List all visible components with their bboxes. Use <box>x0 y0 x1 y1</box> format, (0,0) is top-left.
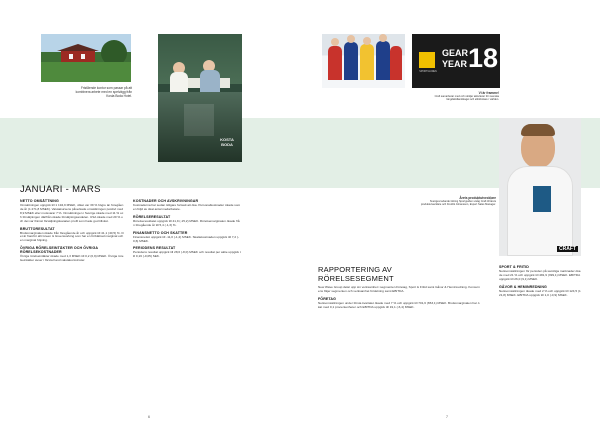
logo-text-gear: GEAR <box>442 48 469 58</box>
skiers-caption <box>415 91 499 102</box>
cottage-photo-caption: Fristående kontor som passar på att kombinera arbete med en spelvägg från Kosta Boda Hotel. <box>75 86 132 98</box>
section-text: Finansnettot uppgick till -11,0 (-1,2) MSEK. Skattekostnaden uppgick till 7,2 (-0,6) MSEK. <box>133 234 240 243</box>
skiers-caption-text: Craft samarbetar med och stödjer aktiviteter för svenska längdskidlandslaget och elitidrottare i världen. <box>434 95 499 102</box>
left-column-2 <box>133 196 241 259</box>
left-column-1 <box>20 196 124 263</box>
left-green-band <box>0 118 300 188</box>
skiers-photo <box>322 34 405 88</box>
page-number: 7 <box>446 415 448 419</box>
section-text: Övriga rörelseintäkter ökade med 1,3 MSEK till 0,2 (0,9) MSEK. Övriga rörelseintäkter avser i första hand valutakursvinster. <box>20 254 124 263</box>
section-text: Periodens resultat uppgick till 28,6 (-8,0) MSEK och resultat per aktie uppgick till 0,16 (-0,05) SEK. <box>133 250 241 259</box>
section-heading: FÖRETAG <box>318 296 337 301</box>
section-text: New Wave Group delar upp sin verksamhet i segmenten Företag, Sport & Fritid samt Gåvor & Heminredning. Koncernens följer segmenten och verksamhet fördelning samt EBITDA. <box>318 285 480 293</box>
section-heading: PERIODENS RESULTAT <box>133 246 176 251</box>
section-heading: KOSTNADER OCH AVSKRIVNINGAR <box>133 199 199 203</box>
section-text: Nettoomsättningen under första kvartalet ökade med 7 % och uppgick till 701,6 (653,1) MSEK. Bruttomarginalen har ökat med 0,1 procentenheter och EBITDA uppgick till 19,1 (-6,4) MSEK. <box>318 300 480 309</box>
sportguiden-badge-icon <box>419 52 435 68</box>
section-text: Bruttomarginalen ökade från föregående år och uppgick till 41,1 (40,5) %. Det är framför allt Green & Greenworking som har en förbättrad marginal och en marginal höjning. <box>20 230 124 243</box>
section-heading: BRUTTORESULTAT <box>20 226 55 231</box>
section-heading: NETTO OMSÄTTNING <box>20 199 59 203</box>
section-text: Rörelseresultatet uppgick till 41,9 (-15,2) MSEK. Rörelsemarginalen ökade från föregående år till 5,4 (-1,3) %. <box>133 218 240 227</box>
portrait-caption <box>418 196 496 207</box>
kosta-boda-label: KOSTA BODA <box>220 137 234 147</box>
segment-title-line-2: RÖRELSESEGMENT <box>318 273 394 283</box>
section-text: Nettoomsättningen för perioden på samtliga marknader ökade med 21 % och uppgick till 481,9 (399,1) MSEK. EBITDA uppgick till 26,0 (9,1) MSEK. <box>499 269 581 281</box>
section-text: Nettoomsättningen ökade med 2 % och uppgick till 124,5 (121,8) MSEK. EBITDA uppgick till 1,0 (-0,9) MSEK. <box>499 288 581 297</box>
section-heading: ÖVRIGA RÖRELSEINTÄKTER OCH ÖVRIGA RÖRELSEKOSTNADER <box>20 246 98 255</box>
section-heading: FINANSNETTO OCH SKATTER <box>133 230 188 235</box>
logo-number: 18 <box>468 43 499 73</box>
section-text: Omsättningen uppgick till 1 194,9 MSEK, vilket var 39 % högre än föregående år (1 271,8 MSEK). Valutakursens påverkade omsättningen positivt med 8,9 MSEK eller motsvarar 7 %. Omsättningen i Sverige ökade med 11 % och försäljningen därifrån ökade försäljningsandelen. USA ökade med 20 % och det var främst försäljningskanalen profil som hade god tillväxt. <box>20 203 124 223</box>
section-heading: GÅVOR & HEMINREDNING <box>499 284 547 289</box>
cottage-photo <box>41 34 131 82</box>
gear-of-the-year-logo <box>412 34 500 88</box>
segment-title <box>318 266 394 283</box>
portrait-photo <box>499 118 581 256</box>
sportguiden-brand: SPORTGUIDEN <box>419 70 437 73</box>
craft-brand: CRAFT <box>559 246 576 252</box>
page-number: 6 <box>148 415 150 419</box>
award-trophy-icon <box>533 186 551 212</box>
right-page <box>300 0 600 424</box>
skiers-caption-title: Vi är framme! <box>478 91 499 95</box>
right-column-2 <box>499 262 581 298</box>
portrait-caption-title: Årets produktutvecklare <box>459 196 496 200</box>
portrait-caption-text: Sveriges ledande tidning Sportguiden utsåg Craft till årets produktutvecklare och Fredrik Johansson, Expert Sales Manager. <box>420 200 496 207</box>
section-text: Kostnaderna har sedan tidigare fortsatt att öka. Personalkostnader ökade som en följd av ökat antal medarbetare. <box>133 203 241 211</box>
right-column-1 <box>318 286 480 310</box>
office-photo <box>158 34 242 162</box>
segment-title-line-1: RAPPORTERING AV <box>318 265 392 274</box>
page-title: JANUARI - MARS <box>20 184 101 195</box>
section-heading: SPORT & FRITID <box>499 265 529 269</box>
logo-text-year: YEAR <box>442 59 468 69</box>
section-heading: RÖRELSERESULTAT <box>133 214 171 219</box>
